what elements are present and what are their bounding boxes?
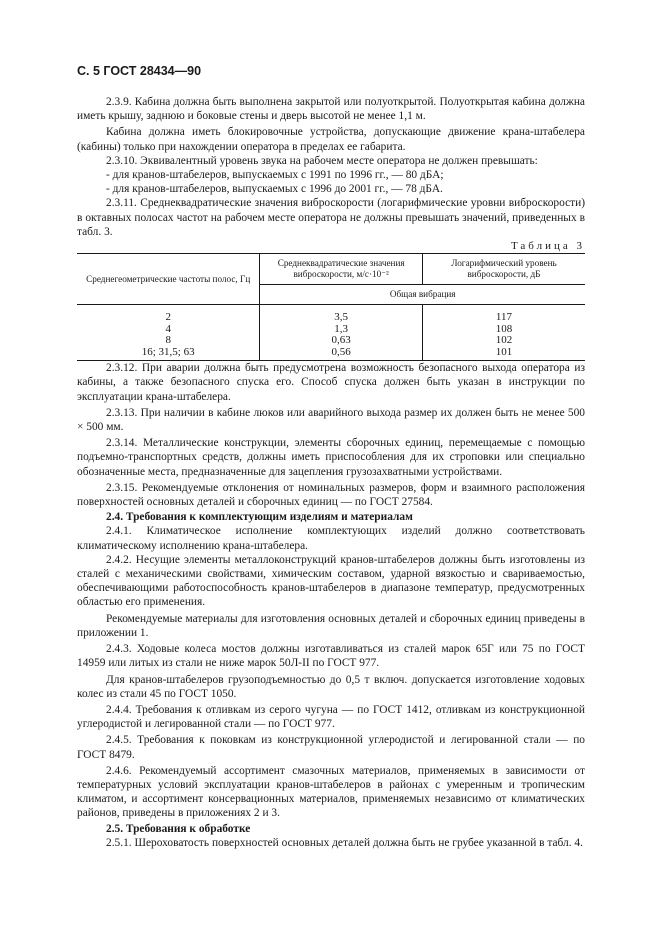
paragraph-2-3-12: 2.3.12. При аварии должна быть предусмотрена возможность безопасного выхода оператора из кабины, а также безопасного спуска его. Способ спуска должен быть указан в инструкции по эксплуатации крана-штабелера. (77, 362, 585, 403)
list-item-noise-1996: - для кранов-штабелеров, выпускаемых с 1996 до 2001 гг., — 78 дБА. (106, 183, 443, 196)
table-cell-frequency: 8 (165, 334, 171, 347)
table-caption: Таблица 3 (510, 240, 585, 253)
table-cell-frequency: 4 (165, 322, 171, 335)
table-header-velocity: Среднеквадратические значения виброскорости, м/с·10⁻² (260, 254, 423, 285)
paragraph-cabin-interlock: Кабина должна иметь блокировочные устройства, допускающие движение крана-штабелера (кабины) только при нахождении оператора в пределах ее габарита. (77, 126, 585, 153)
paragraph-2-4-4: 2.4.4. Требования к отливкам из серого чугуна — по ГОСТ 1412, отливкам из конструкционной углеродистой и легированной стали — по ГОСТ 977. (77, 703, 585, 731)
paragraph-materials-appendix: Рекомендуемые материалы для изготовления основных деталей и сборочных единиц приведены в приложении 1. (77, 612, 585, 639)
table-header-level: Логарифмический уровень виброскорости, дБ (422, 254, 585, 285)
paragraph-2-4-6: 2.4.6. Рекомендуемый ассортимент смазочных материалов, применяемых в зависимости от температурных условий эксплуатации кранов-штабелеров в районах с умеренным и тропическим климатом, и ассортимент консервационных материалов, применяемых независимо от климатических районов, приведены в приложениях 2 и 3. (77, 764, 585, 820)
paragraph-2-3-14: 2.3.14. Металлические конструкции, элементы сборочных единиц, перемещаемые с помощью подъемно-транспортных средств, должны иметь приспособления для их строповки или специально обозначенные места, предназначенные для зацепления грузозахватными устройствами. (77, 437, 585, 478)
page-header: С. 5 ГОСТ 28434—90 (77, 64, 202, 78)
paragraph-2-4-5: 2.4.5. Требования к поковкам из конструкционной углеродистой и легированной стали — по ГОСТ 8479. (77, 734, 585, 761)
vibration-table (77, 253, 585, 361)
table-subheader: Общая вибрация (260, 285, 585, 305)
paragraph-2-4-3: 2.4.3. Ходовые колеса мостов должны изготавливаться из сталей марок 65Г или 75 по ГОСТ 14959 или литых из стали не ниже марок 50Л-II по ГОСТ 977. (77, 643, 585, 670)
table-cell-level: 101 (422, 347, 585, 361)
table-cell-level: 117 (422, 305, 585, 324)
paragraph-2-3-10: 2.3.10. Эквивалентный уровень звука на рабочем месте оператора не должен превышать: (106, 154, 538, 167)
paragraph-2-3-13: 2.3.13. При наличии в кабине люков или аварийного выхода размер их должен быть не менее 500 × 500 мм. (77, 406, 585, 434)
paragraph-2-4-2: 2.4.2. Несущие элементы металлоконструкций кранов-штабелеров должны быть изготовлены из сталей с механическими свойствами, химическим составом, ударной вязкостью и свариваемостью, обеспечивающими работоспособность кранов-штабелеров в диапазоне температур, предусмотренных областью его применения. (77, 553, 585, 609)
paragraph-2-4-1: 2.4.1. Климатическое исполнение комплектующих изделий должно соответствовать климатическому исполнению крана-штабелера. (77, 525, 585, 552)
table-cell-frequency: 2 (165, 311, 171, 324)
section-heading-2-5: 2.5. Требования к обработке (106, 822, 251, 835)
table-header-frequency: Среднегеометрические частоты полос, Гц (77, 254, 260, 305)
table-cell-frequency: 16; 31,5; 63 (141, 345, 195, 358)
table-cell-level: 108 (422, 324, 585, 336)
paragraph-2-5-1: 2.5.1. Шероховатость поверхностей основных деталей должна быть не грубее указанной в табл. 4. (106, 836, 583, 849)
table-cell-level: 102 (422, 335, 585, 347)
table-cell-velocity: 1,3 (260, 324, 423, 336)
document-body (77, 95, 585, 850)
paragraph-2-3-9: 2.3.9. Кабина должна быть выполнена закрытой или полуоткрытой. Полуоткрытая кабина должна иметь крышу, заднюю и боковые стены и дверь высотой не менее 1,1 м. (77, 96, 585, 123)
list-item-noise-1991: - для кранов-штабелеров, выпускаемых с 1991 по 1996 гг., — 80 дБА; (106, 169, 444, 182)
paragraph-2-3-15: 2.3.15. Рекомендуемые отклонения от номинальных размеров, форм и взаимного расположения поверхностей основных деталей и сборочных единиц — по ГОСТ 27584. (77, 481, 585, 509)
table-cell-velocity: 0,63 (260, 335, 423, 347)
table-cell-velocity: 0,56 (260, 347, 423, 361)
table-body (77, 305, 585, 361)
paragraph-2-3-11: 2.3.11. Среднеквадратические значения виброскорости (логарифмические уровни виброскорости) в октавных полосах частот на рабочем месте оператора не должны превышать значений, приведенных в табл. 3. (77, 197, 585, 238)
table-row (77, 335, 585, 347)
table-row (77, 305, 585, 324)
table-row (77, 347, 585, 361)
paragraph-wheels-steel-45: Для кранов-штабелеров грузоподъемностью до 0,5 т включ. допускается изготовление ходовых колес из стали 45 по ГОСТ 1050. (77, 673, 585, 700)
table-cell-velocity: 3,5 (260, 305, 423, 324)
section-heading-2-4: 2.4. Требования к комплектующим изделиям и материалам (106, 511, 413, 524)
